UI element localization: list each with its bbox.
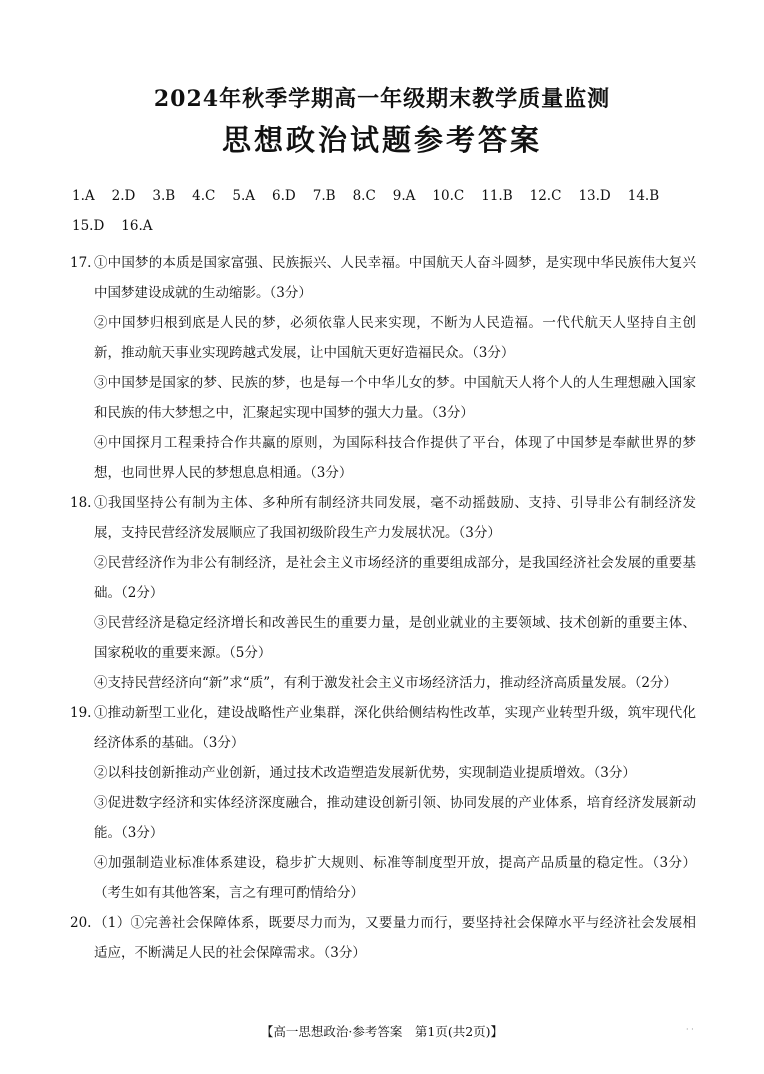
answer-paragraph: ③民营经济是稳定经济增长和改善民生的重要力量，是创业就业的主要领域、技术创新的重要主体、国家税收的重要来源。（5分） xyxy=(94,615,696,661)
question-number: 18. xyxy=(70,495,92,511)
question-17 xyxy=(72,248,696,488)
document-subtitle: 思想政治试题参考答案 xyxy=(221,123,542,157)
choice-answer: 12.C xyxy=(529,188,562,204)
choice-answer: 7.B xyxy=(312,188,336,204)
document-title: 2024年秋季学期高一年级期末教学质量监测 xyxy=(153,86,611,112)
answer-paragraph: ④加强制造业标准体系建设，稳步扩大规则、标准等制度型开放，提高产品质量的稳定性。（3分）（考生如有其他答案，言之有理可酌情给分） xyxy=(94,855,696,901)
answer-paragraph: ③促进数字经济和实体经济深度融合，推动建设创新引领、协同发展的产业体系，培育经济发展新动能。（3分） xyxy=(94,795,696,841)
answer-paragraph: （1）①完善社会保障体系，既要尽力而为，又要量力而行，要坚持社会保障水平与经济社会发展相适应，不断满足人民的社会保障需求。（3分） xyxy=(94,915,696,961)
scan-mark: · · xyxy=(686,1025,694,1034)
question-20 xyxy=(72,908,696,968)
answer-paragraph: ④支持民营经济向“新”求“质”，有利于激发社会主义市场经济活力，推动经济高质量发展。（2分） xyxy=(94,675,677,691)
choice-answer: 14.B xyxy=(627,188,660,204)
page-footer: 【高一思想政治·参考答案 第1页(共2页)】 xyxy=(260,1024,504,1039)
choice-answer: 9.A xyxy=(392,188,416,204)
answer-paragraph: ③中国梦是国家的梦、民族的梦，也是每一个中华儿女的梦。中国航天人将个人的人生理想融入国家和民族的伟大梦想之中，汇聚起实现中国梦的强大力量。（3分） xyxy=(94,375,696,421)
choice-answers-row-1 xyxy=(72,188,712,204)
choice-answer: 6.D xyxy=(272,188,296,204)
choice-answer: 13.D xyxy=(578,188,611,204)
question-18 xyxy=(72,488,696,698)
question-number: 19. xyxy=(70,705,92,721)
choice-answer: 2.D xyxy=(111,188,136,204)
choice-answers-row-2 xyxy=(72,218,712,234)
answer-paragraph: ②以科技创新推动产业创新，通过技术改造塑造发展新优势，实现制造业提质增效。（3分） xyxy=(94,765,636,781)
answer-paragraph: ②民营经济作为非公有制经济，是社会主义市场经济的重要组成部分，是我国经济社会发展的重要基础。（2分） xyxy=(94,555,696,601)
choice-answer: 3.B xyxy=(152,188,176,204)
question-19 xyxy=(72,698,696,908)
answer-paragraph: ②中国梦归根到底是人民的梦，必须依靠人民来实现，不断为人民造福。一代代航天人坚持自主创新，推动航天事业实现跨越式发展，让中国航天更好造福民众。（3分） xyxy=(94,315,696,361)
choice-answer: 8.C xyxy=(352,188,376,204)
question-number: 20. xyxy=(70,915,92,931)
answer-paragraph: ①我国坚持公有制为主体、多种所有制经济共同发展，毫不动摇鼓励、支持、引导非公有制经济发展，支持民营经济发展顺应了我国初级阶段生产力发展状况。（3分） xyxy=(94,495,696,541)
choice-answer: 11.B xyxy=(481,188,513,204)
choice-answer: 5.A xyxy=(232,188,256,204)
answer-paragraph: ④中国探月工程秉持合作共赢的原则，为国际科技合作提供了平台，体现了中国梦是奉献世界的梦想，也同世界人民的梦想息息相通。（3分） xyxy=(94,435,696,481)
question-number: 17. xyxy=(70,255,92,271)
choice-answer: 16.A xyxy=(121,218,153,234)
choice-answer: 15.D xyxy=(72,218,105,234)
choice-answer: 10.C xyxy=(432,188,465,204)
answer-paragraph: ①推动新型工业化，建设战略性产业集群，深化供给侧结构性改革，实现产业转型升级，筑牢现代化经济体系的基础。（3分） xyxy=(94,705,696,751)
choice-answer: 1.A xyxy=(72,188,95,204)
answer-body xyxy=(72,248,696,968)
answer-paragraph: ①中国梦的本质是国家富强、民族振兴、人民幸福。中国航天人奋斗圆梦，是实现中华民族伟大复兴中国梦建设成就的生动缩影。（3分） xyxy=(94,255,696,301)
choice-answer: 4.C xyxy=(192,188,216,204)
